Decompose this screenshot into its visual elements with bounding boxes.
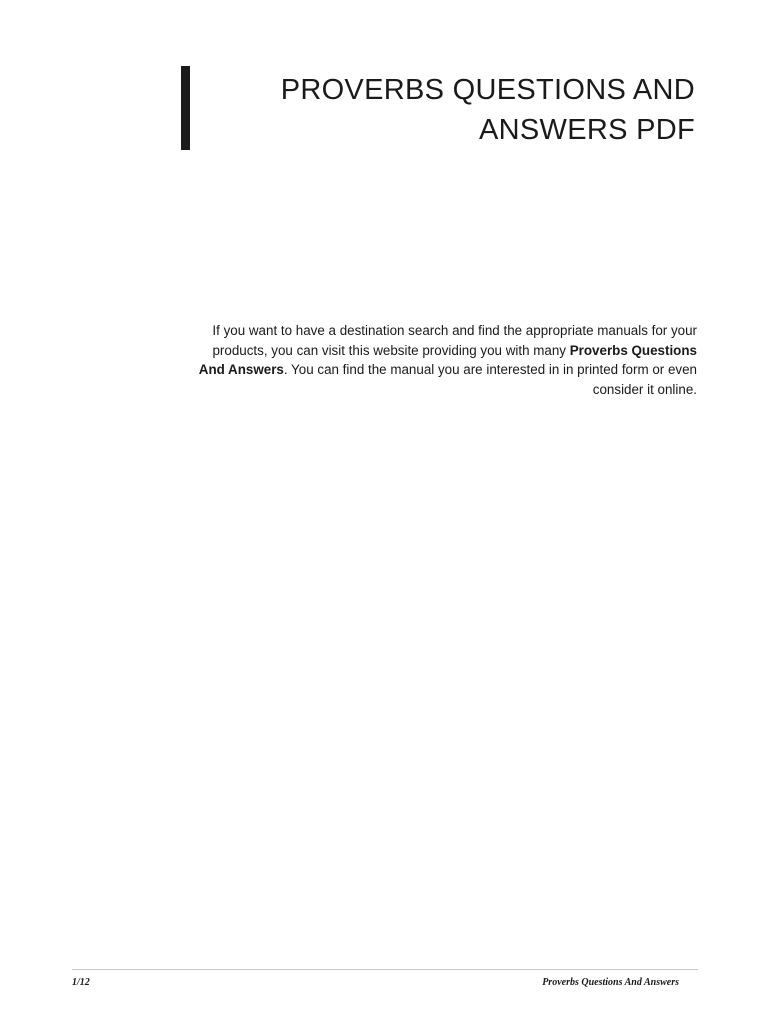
title-line-2: ANSWERS PDF: [479, 114, 695, 146]
intro-text-part-1: If you want to have a destination search and find the appropriate manuals for your products, you can visit this website providing you with many: [212, 323, 697, 358]
footer-running-title: Proverbs Questions And Answers: [542, 977, 679, 988]
footer-page-number: 1/12: [72, 977, 90, 988]
title-line-1: PROVERBS QUESTIONS AND: [280, 74, 695, 106]
title-accent-bar: [181, 66, 190, 150]
intro-paragraph: [197, 321, 697, 399]
intro-text-part-2: . You can find the manual you are interested in in printed form or even consider it online.: [283, 362, 697, 397]
footer-divider: [72, 969, 698, 970]
document-title: [215, 70, 695, 150]
intro-bold-title: Proverbs Questions And Answers: [198, 342, 697, 377]
